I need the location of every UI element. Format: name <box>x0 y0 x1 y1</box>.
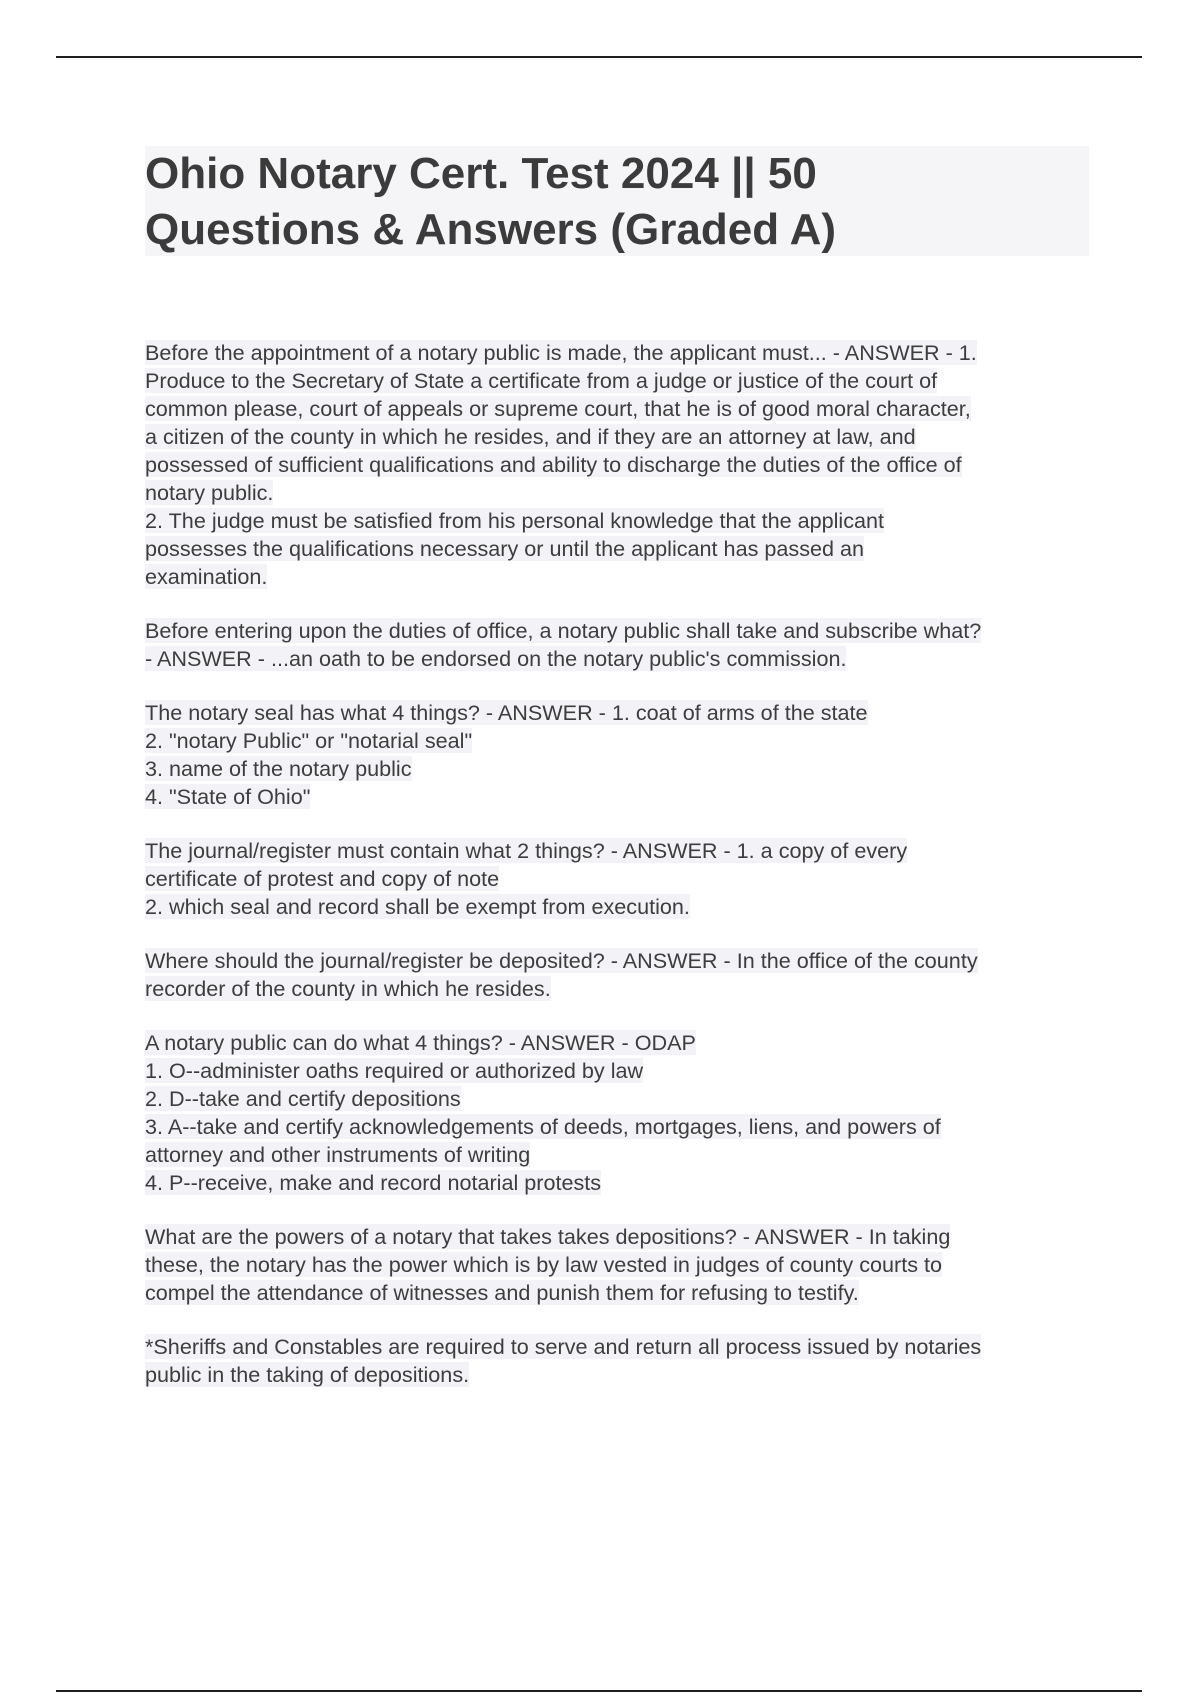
qa-line <box>145 1113 1089 1141</box>
qa-line <box>145 645 1089 673</box>
qa-entry <box>145 947 1089 1003</box>
qa-line-text: Before the appointment of a notary public is made, the applicant must... - ANSWER - 1. <box>145 340 977 365</box>
qa-line-text: recorder of the county in which he resides. <box>145 976 551 1001</box>
qa-line-text: public in the taking of depositions. <box>145 1362 470 1387</box>
qa-line <box>145 1361 1089 1389</box>
qa-line-text: these, the notary has the power which is by law vested in judges of county courts to <box>145 1252 943 1277</box>
qa-line <box>145 339 1089 367</box>
qa-line-text: compel the attendance of witnesses and punish them for refusing to testify. <box>145 1280 859 1305</box>
qa-entry <box>145 339 1089 591</box>
qa-line-text: The journal/register must contain what 2 things? - ANSWER - 1. a copy of every <box>145 838 908 863</box>
qa-line <box>145 1333 1089 1361</box>
qa-line <box>145 535 1089 563</box>
qa-line <box>145 755 1089 783</box>
qa-line-text: 4. "State of Ohio" <box>145 784 311 809</box>
qa-entry <box>145 1223 1089 1307</box>
qa-line-text: 2. The judge must be satisfied from his personal knowledge that the applicant <box>145 508 885 533</box>
qa-entry <box>145 837 1089 921</box>
qa-line <box>145 865 1089 893</box>
qa-line <box>145 617 1089 645</box>
qa-line <box>145 479 1089 507</box>
title-line: Ohio Notary Cert. Test 2024 || 50 <box>145 149 817 198</box>
qa-entry <box>145 617 1089 673</box>
qa-line <box>145 1279 1089 1307</box>
qa-line <box>145 947 1089 975</box>
qa-line-text: 3. A--take and certify acknowledgements of deeds, mortgages, liens, and powers of <box>145 1114 941 1139</box>
document-title <box>145 146 1089 258</box>
bottom-divider <box>56 1690 1142 1692</box>
qa-line <box>145 1141 1089 1169</box>
title-line: Questions & Answers (Graded A) <box>145 205 837 254</box>
qa-line <box>145 1169 1089 1197</box>
qa-line <box>145 1251 1089 1279</box>
qa-line-text: certificate of protest and copy of note <box>145 866 500 891</box>
qa-line-text: Before entering upon the duties of office, a notary public shall take and subscribe what? <box>145 618 982 643</box>
qa-line-text: Where should the journal/register be deposited? - ANSWER - In the office of the county <box>145 948 978 973</box>
qa-line-text: 3. name of the notary public <box>145 756 412 781</box>
qa-line <box>145 1029 1089 1057</box>
qa-line <box>145 367 1089 395</box>
qa-line-text: *Sheriffs and Constables are required to serve and return all process issued by notaries <box>145 1334 982 1359</box>
qa-line-text: possessed of sufficient qualifications and ability to discharge the duties of the office of <box>145 452 962 477</box>
qa-line-text: examination. <box>145 564 268 589</box>
qa-line-text: - ANSWER - ...an oath to be endorsed on the notary public's commission. <box>145 646 847 671</box>
qa-line <box>145 563 1089 591</box>
qa-line-text: 2. "notary Public" or "notarial seal" <box>145 728 473 753</box>
qa-line <box>145 1085 1089 1113</box>
top-divider <box>56 56 1142 58</box>
qa-line-text: 2. which seal and record shall be exempt from execution. <box>145 894 690 919</box>
qa-line <box>145 1223 1089 1251</box>
qa-line-text: What are the powers of a notary that takes takes depositions? - ANSWER - In taking <box>145 1224 951 1249</box>
title-block <box>145 146 1089 256</box>
qa-line-text: The notary seal has what 4 things? - ANSWER - 1. coat of arms of the state <box>145 700 868 725</box>
qa-line-text: A notary public can do what 4 things? - ANSWER - ODAP <box>145 1030 696 1055</box>
qa-line-text: Produce to the Secretary of State a certificate from a judge or justice of the court of <box>145 368 938 393</box>
qa-line <box>145 727 1089 755</box>
qa-line-text: a citizen of the county in which he resides, and if they are an attorney at law, and <box>145 424 916 449</box>
qa-line-text: possesses the qualifications necessary or until the applicant has passed an <box>145 536 865 561</box>
qa-line <box>145 507 1089 535</box>
qa-line <box>145 395 1089 423</box>
qa-line-text: attorney and other instruments of writing <box>145 1142 531 1167</box>
qa-line <box>145 837 1089 865</box>
qa-line <box>145 1057 1089 1085</box>
qa-line <box>145 451 1089 479</box>
qa-line <box>145 699 1089 727</box>
qa-entry <box>145 1333 1089 1389</box>
qa-line <box>145 893 1089 921</box>
qa-line-text: common please, court of appeals or supreme court, that he is of good moral character, <box>145 396 971 421</box>
qa-line-text: 4. P--receive, make and record notarial protests <box>145 1170 602 1195</box>
qa-line-text: notary public. <box>145 480 274 505</box>
qa-line <box>145 423 1089 451</box>
qa-entry <box>145 699 1089 811</box>
qa-line-text: 2. D--take and certify depositions <box>145 1086 461 1111</box>
qa-line <box>145 783 1089 811</box>
qa-line-text: 1. O--administer oaths required or authorized by law <box>145 1058 644 1083</box>
qa-line <box>145 975 1089 1003</box>
qa-list <box>145 339 1089 1415</box>
qa-entry <box>145 1029 1089 1197</box>
